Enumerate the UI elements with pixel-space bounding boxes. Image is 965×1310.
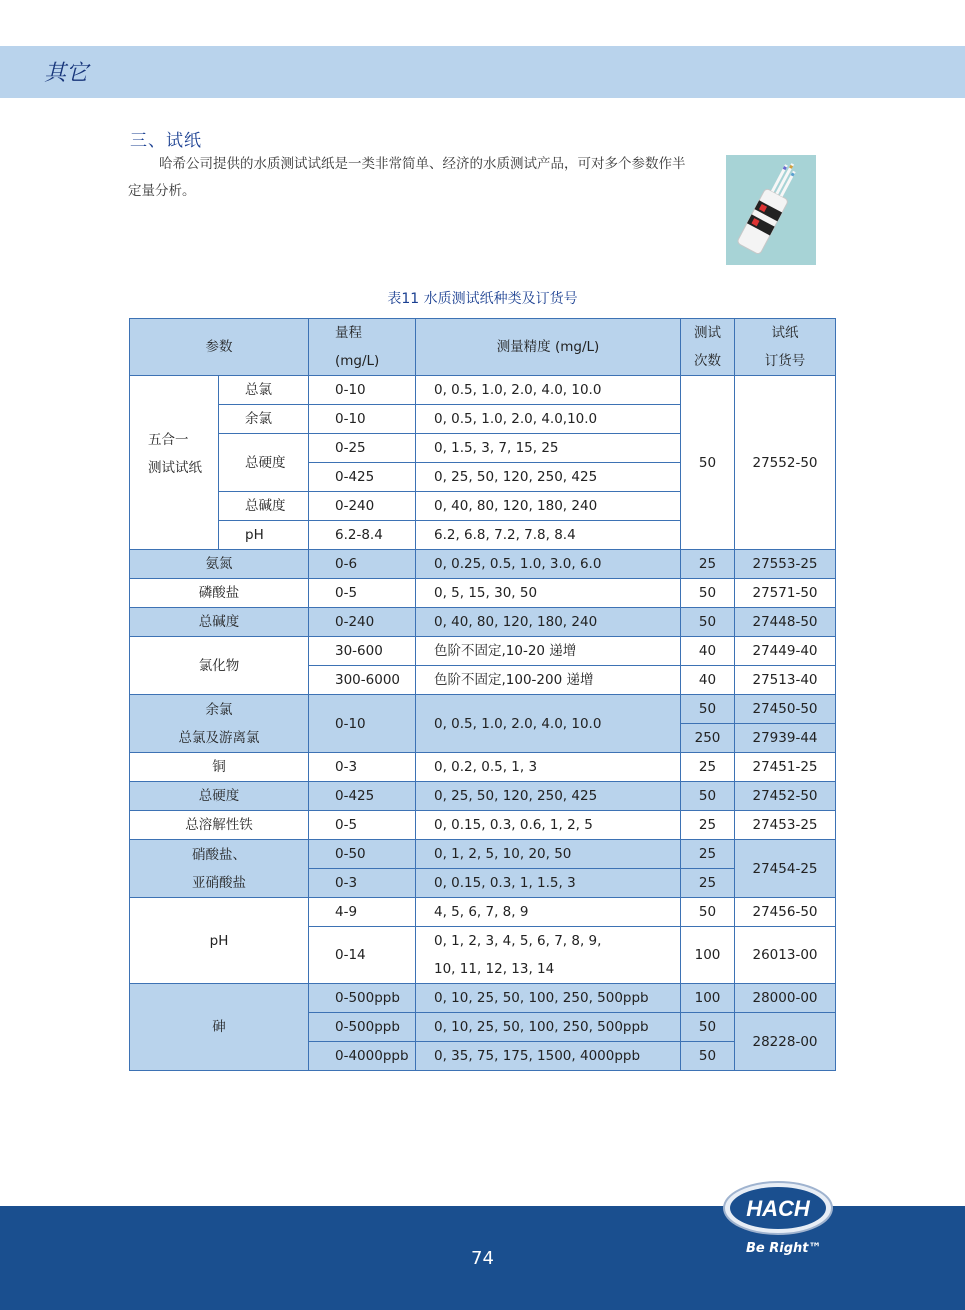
order-cell: 27452-50 <box>735 782 836 811</box>
range-cell: 0-5 <box>309 579 416 608</box>
footer-bar <box>0 1180 965 1310</box>
section-title: 三、试纸 <box>130 131 202 151</box>
tests-cell: 50 <box>681 1013 735 1042</box>
range-cell: 0-4000ppb <box>309 1042 416 1071</box>
range-cell: 0-10 <box>309 376 416 405</box>
precision-cell: 0, 0.15, 0.3, 0.6, 1, 2, 5 <box>416 811 681 840</box>
precision-cell: 0, 10, 25, 50, 100, 250, 500ppb <box>416 984 681 1013</box>
range-cell: 300-6000 <box>309 666 416 695</box>
range-cell: 0-14 <box>309 927 416 984</box>
table-row <box>130 637 836 666</box>
param-cell: 余氯 <box>219 405 309 434</box>
five-in-one-tests: 50 <box>681 376 735 550</box>
precision-cell: 0, 40, 80, 120, 180, 240 <box>416 608 681 637</box>
param-cell: 氯化物 <box>130 637 309 695</box>
param-cell: 总溶解性铁 <box>130 811 309 840</box>
header-range: 量程 (mg/L) <box>309 319 416 376</box>
header-banner <box>0 46 965 98</box>
param-cell: 铜 <box>130 753 309 782</box>
precision-cell: 0, 40, 80, 120, 180, 240 <box>416 492 681 521</box>
order-cell: 26013-00 <box>735 927 836 984</box>
range-cell: 0-10 <box>309 405 416 434</box>
range-cell: 0-3 <box>309 869 416 898</box>
intro-paragraph: 哈希公司提供的水质测试试纸是一类非常简单、经济的水质测试产品，可对多个参数作半定量分析。 <box>128 156 686 199</box>
range-cell: 0-6 <box>309 550 416 579</box>
tests-cell: 50 <box>681 608 735 637</box>
range-cell: 0-425 <box>309 463 416 492</box>
table-row <box>130 840 836 869</box>
order-cell: 28000-00 <box>735 984 836 1013</box>
param-cell: 硝酸盐、 亚硝酸盐 <box>130 840 309 898</box>
precision-cell: 4, 5, 6, 7, 8, 9 <box>416 898 681 927</box>
precision-cell: 0, 0.5, 1.0, 2.0, 4.0,10.0 <box>416 405 681 434</box>
order-cell: 27939-44 <box>735 724 836 753</box>
table-row <box>130 898 836 927</box>
range-cell: 0-10 <box>309 695 416 753</box>
table-header-row <box>130 319 836 376</box>
precision-cell: 色阶不固定,10-20 递增 <box>416 637 681 666</box>
param-cell: pH <box>130 898 309 984</box>
page-number: 74 <box>471 1248 494 1269</box>
precision-cell: 0, 5, 15, 30, 50 <box>416 579 681 608</box>
tests-cell: 100 <box>681 984 735 1013</box>
param-cell: 总硬度 <box>130 782 309 811</box>
table-row <box>130 753 836 782</box>
order-cell: 27450-50 <box>735 695 836 724</box>
tests-cell: 25 <box>681 753 735 782</box>
table-row <box>130 376 836 405</box>
precision-cell: 0, 0.5, 1.0, 2.0, 4.0, 10.0 <box>416 695 681 753</box>
order-cell: 27513-40 <box>735 666 836 695</box>
tests-cell: 25 <box>681 840 735 869</box>
tests-cell: 50 <box>681 898 735 927</box>
range-cell: 0-425 <box>309 782 416 811</box>
header-tests: 测试 次数 <box>681 319 735 376</box>
precision-cell: 0, 0.15, 0.3, 1, 1.5, 3 <box>416 869 681 898</box>
table-row <box>130 550 836 579</box>
page-category-title: 其它 <box>44 61 89 86</box>
table-row <box>130 695 836 724</box>
tests-cell: 50 <box>681 1042 735 1071</box>
order-cell: 27571-50 <box>735 579 836 608</box>
precision-cell: 0, 35, 75, 175, 1500, 4000ppb <box>416 1042 681 1071</box>
table-row <box>130 579 836 608</box>
precision-cell: 0, 0.25, 0.5, 1.0, 3.0, 6.0 <box>416 550 681 579</box>
order-cell: 27448-50 <box>735 608 836 637</box>
table-row <box>130 811 836 840</box>
order-cell: 28228-00 <box>735 1013 836 1071</box>
tests-cell: 50 <box>681 579 735 608</box>
header-param: 参数 <box>130 319 309 376</box>
test-strip-photo <box>726 155 816 265</box>
tests-cell: 50 <box>681 782 735 811</box>
tests-cell: 100 <box>681 927 735 984</box>
precision-cell: 0, 1.5, 3, 7, 15, 25 <box>416 434 681 463</box>
test-strip-bottle-image <box>726 155 816 265</box>
param-cell: 总碱度 <box>130 608 309 637</box>
range-cell: 4-9 <box>309 898 416 927</box>
range-cell: 0-500ppb <box>309 984 416 1013</box>
param-cell: 总氯 <box>219 376 309 405</box>
param-cell: 余氯 总氯及游离氯 <box>130 695 309 753</box>
tests-cell: 25 <box>681 811 735 840</box>
precision-cell: 0, 25, 50, 120, 250, 425 <box>416 463 681 492</box>
range-cell: 0-500ppb <box>309 1013 416 1042</box>
header-order: 试纸 订货号 <box>735 319 836 376</box>
param-cell: 总硬度 <box>219 434 309 492</box>
registered-mark: ® <box>832 1180 840 1190</box>
range-cell: 6.2-8.4 <box>309 521 416 550</box>
precision-cell: 0, 1, 2, 3, 4, 5, 6, 7, 8, 9, 10, 11, 12, 13, 14 <box>416 927 681 984</box>
test-strip-table <box>129 318 836 1071</box>
tests-cell: 25 <box>681 550 735 579</box>
tests-cell: 50 <box>681 695 735 724</box>
param-cell: 磷酸盐 <box>130 579 309 608</box>
order-cell: 27553-25 <box>735 550 836 579</box>
order-cell: 27449-40 <box>735 637 836 666</box>
precision-cell: 0, 0.2, 0.5, 1, 3 <box>416 753 681 782</box>
precision-cell: 0, 25, 50, 120, 250, 425 <box>416 782 681 811</box>
five-in-one-order: 27552-50 <box>735 376 836 550</box>
table-row <box>130 608 836 637</box>
param-cell: 氨氮 <box>130 550 309 579</box>
five-in-one-name: 五合一 测试试纸 <box>130 376 219 550</box>
table-caption: 表11 水质测试纸种类及订货号 <box>387 291 578 307</box>
table-row <box>130 984 836 1013</box>
precision-cell: 6.2, 6.8, 7.2, 7.8, 8.4 <box>416 521 681 550</box>
tests-cell: 40 <box>681 637 735 666</box>
range-cell: 0-25 <box>309 434 416 463</box>
range-cell: 0-240 <box>309 492 416 521</box>
table-row <box>130 782 836 811</box>
logo-text: HACH <box>746 1196 810 1221</box>
param-cell: pH <box>219 521 309 550</box>
tests-cell: 25 <box>681 869 735 898</box>
range-cell: 30-600 <box>309 637 416 666</box>
range-cell: 0-3 <box>309 753 416 782</box>
precision-cell: 0, 10, 25, 50, 100, 250, 500ppb <box>416 1013 681 1042</box>
param-cell: 砷 <box>130 984 309 1071</box>
header-precision: 测量精度 (mg/L) <box>416 319 681 376</box>
order-cell: 27453-25 <box>735 811 836 840</box>
precision-cell: 0, 0.5, 1.0, 2.0, 4.0, 10.0 <box>416 376 681 405</box>
tests-cell: 40 <box>681 666 735 695</box>
param-cell: 总碱度 <box>219 492 309 521</box>
range-cell: 0-50 <box>309 840 416 869</box>
order-cell: 27456-50 <box>735 898 836 927</box>
tagline: Be Right™ <box>746 1241 822 1256</box>
order-cell: 27454-25 <box>735 840 836 898</box>
order-cell: 27451-25 <box>735 753 836 782</box>
tests-cell: 250 <box>681 724 735 753</box>
range-cell: 0-240 <box>309 608 416 637</box>
precision-cell: 0, 1, 2, 5, 10, 20, 50 <box>416 840 681 869</box>
range-cell: 0-5 <box>309 811 416 840</box>
precision-cell: 色阶不固定,100-200 递增 <box>416 666 681 695</box>
